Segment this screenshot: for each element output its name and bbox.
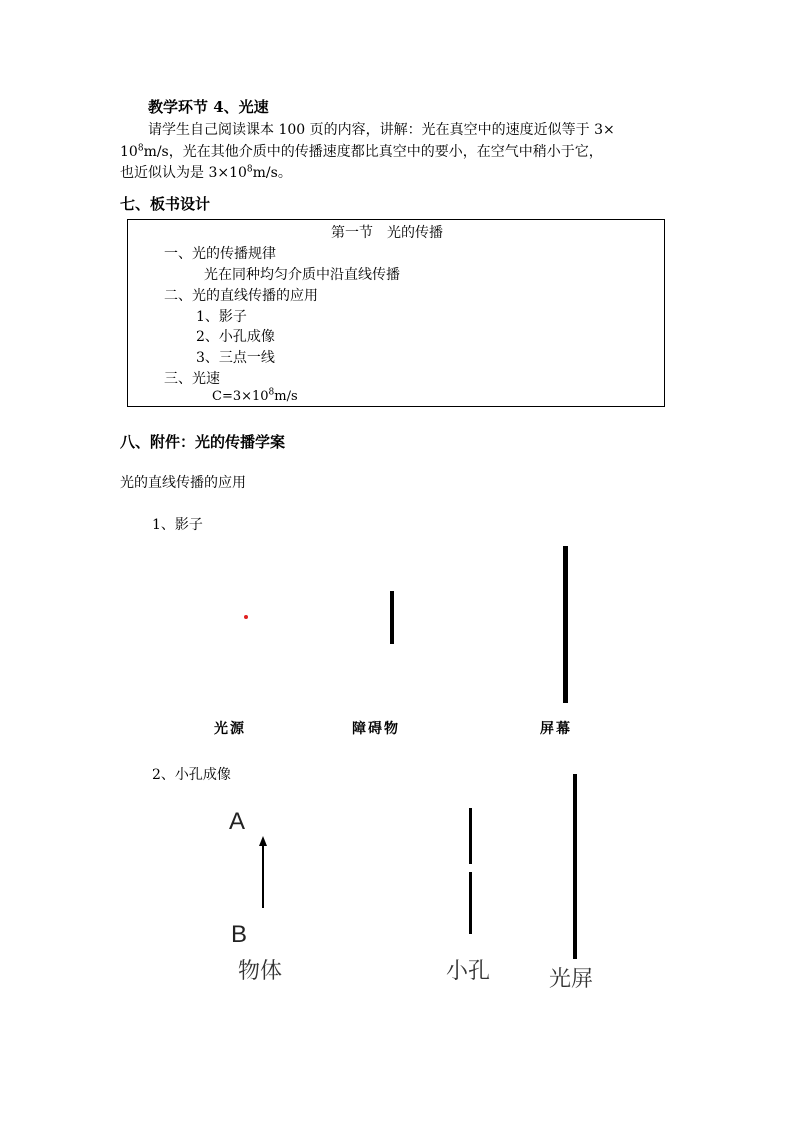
board-item3: 三、光速 (164, 371, 220, 387)
section4-line3 (120, 162, 292, 182)
section4-line2-sup: 8 (137, 143, 144, 154)
letter-a: A (229, 808, 246, 835)
letter-b: B (231, 921, 248, 948)
label-object: 物体 (238, 959, 283, 984)
board-formula (212, 389, 298, 404)
section7-heading: 七、板书设计 (120, 195, 211, 213)
board-formula-pre: C=3×10 (212, 389, 269, 404)
fig1-caption: 1、影子 (152, 517, 203, 533)
board-item2: 二、光的直线传播的应用 (164, 288, 318, 304)
section4-line3-sup: 8 (246, 164, 253, 175)
section4-line2-post: m/s，光在其他介质中的传播速度都比真空中的要小，在空气中稍小于它， (143, 144, 603, 160)
label-obstacle: 障碍物 (352, 721, 400, 737)
section8-heading: 八、附件：光的传播学案 (120, 433, 286, 451)
light-source-dot (244, 615, 248, 619)
board-formula-sup: 8 (268, 387, 275, 398)
section4-heading: 教学环节 4、光速 (148, 98, 269, 116)
board-item2-sub3: 3、三点一线 (196, 350, 275, 366)
board-title: 第一节 光的传播 (331, 225, 443, 241)
light-screen-bar (573, 774, 577, 959)
section4-line3-pre: 也近似认为是 3×10 (120, 165, 247, 181)
board-design-box (127, 219, 665, 407)
fig2-caption: 2、小孔成像 (152, 767, 231, 783)
label-pinhole: 小孔 (446, 959, 491, 984)
section4-line3-post: m/s。 (252, 165, 292, 181)
board-item1: 一、光的传播规律 (164, 246, 276, 262)
obstacle-bar (390, 591, 394, 644)
section8-subheading: 光的直线传播的应用 (120, 475, 246, 491)
label-light-screen: 光屏 (549, 967, 594, 992)
label-screen: 屏幕 (540, 721, 572, 737)
screen-bar (563, 546, 568, 703)
board-item2-sub1: 1、影子 (196, 309, 247, 325)
pinhole-barrier-top (469, 808, 472, 864)
pinhole-barrier-bottom (469, 872, 472, 934)
object-arrow-head (259, 836, 267, 846)
section4-line2 (120, 141, 603, 161)
board-formula-post: m/s (274, 389, 298, 404)
section4-line2-pre: 10 (120, 144, 138, 160)
section4-line1: 请学生自己阅读课本 100 页的内容，讲解：光在真空中的速度近似等于 3× (148, 122, 615, 138)
label-light-source: 光源 (214, 721, 246, 737)
board-item2-sub2: 2、小孔成像 (196, 329, 275, 345)
board-item1-sub: 光在同种均匀介质中沿直线传播 (204, 267, 400, 283)
